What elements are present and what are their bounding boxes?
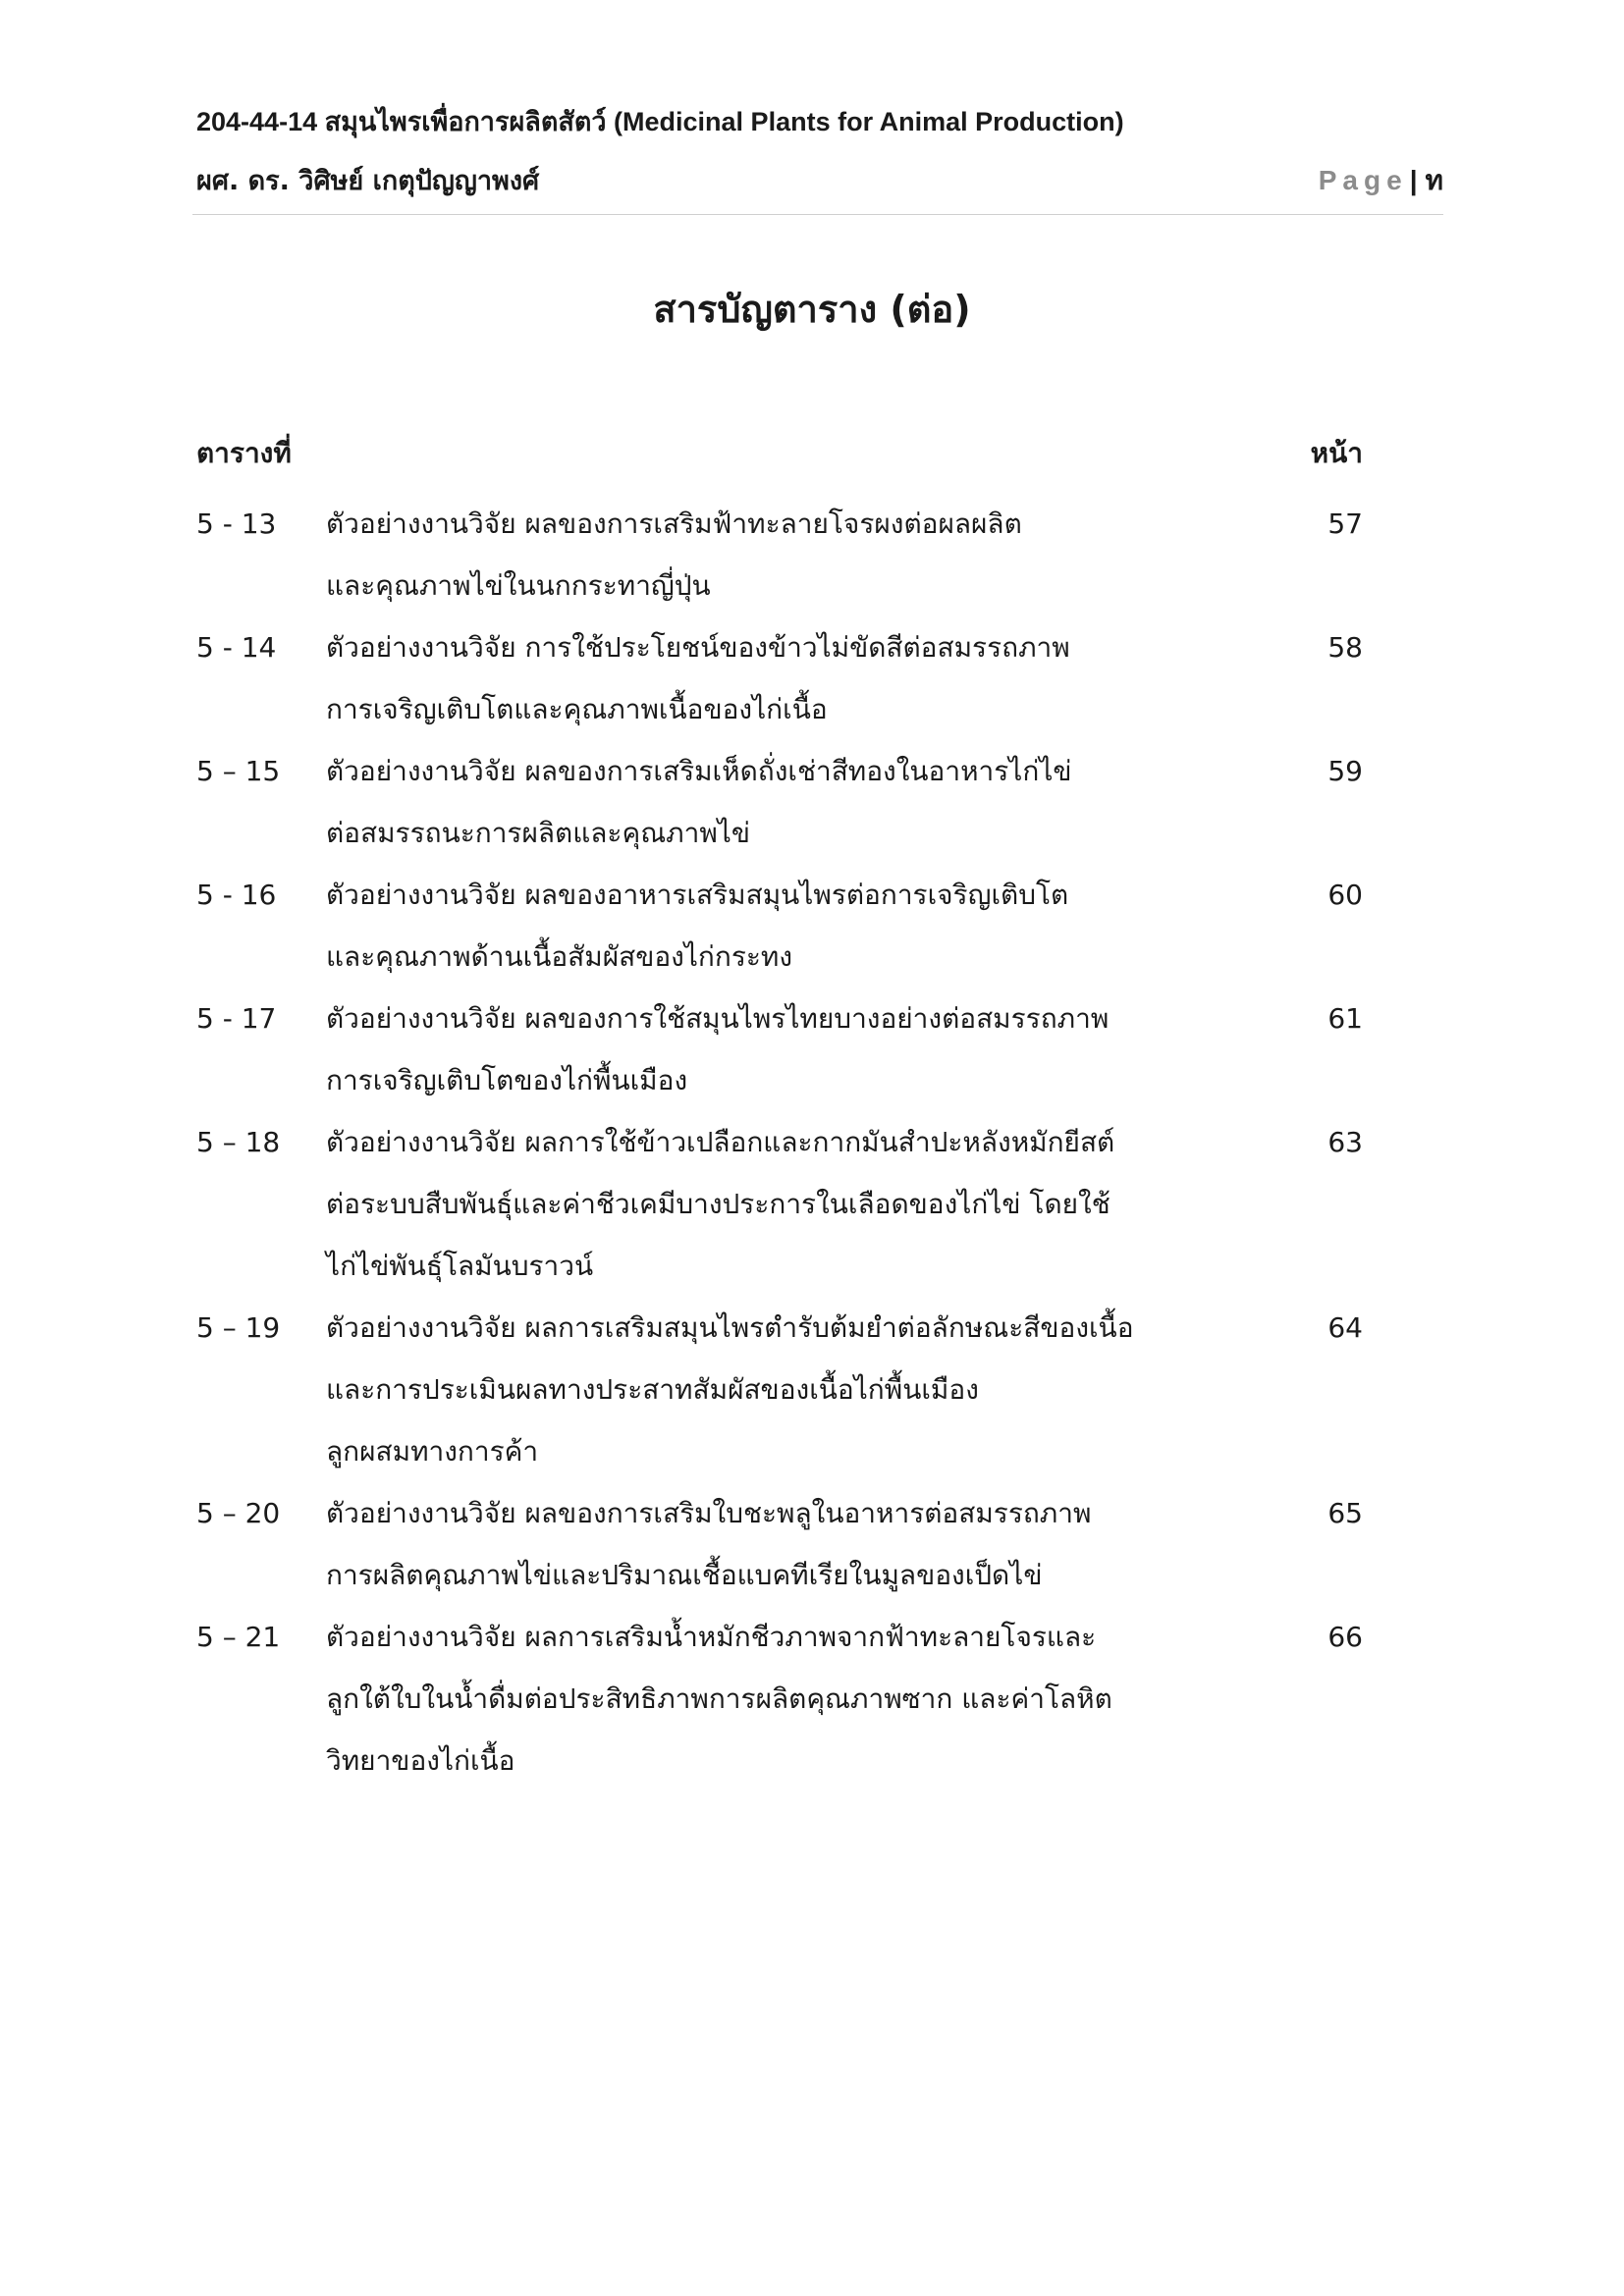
caption-line: ต่อระบบสืบพันธุ์และค่าชีวเคมีบางประการในเลือดของไก่ไข่ โดยใช้ — [326, 1188, 1110, 1220]
table-caption — [326, 740, 1274, 864]
page-header — [196, 102, 1443, 202]
toc-entry — [196, 988, 1363, 1111]
author-row — [196, 159, 1443, 202]
table-number: 5 – 20 — [196, 1497, 281, 1529]
page-separator: | — [1409, 165, 1418, 195]
caption-line: ตัวอย่างงานวิจัย ผลของอาหารเสริมสมุนไพรต่อการเจริญเติบโต — [326, 879, 1069, 911]
toc-entry — [196, 1606, 1363, 1791]
toc-entry — [196, 740, 1363, 864]
caption-line: ตัวอย่างงานวิจัย การใช้ประโยชน์ของข้าวไม่ขัดสีต่อสมรรถภาพ — [326, 631, 1070, 664]
toc-entry — [196, 1297, 1363, 1482]
page-title: สารบัญตาราง (ต่อ) — [653, 288, 971, 331]
caption-line: ตัวอย่างงานวิจัย ผลการใช้ข้าวเปลือกและกากมันสำปะหลังหมักยีสต์ — [326, 1126, 1115, 1158]
table-caption — [326, 1297, 1274, 1482]
caption-line: และคุณภาพด้านเนื้อสัมผัสของไก่กระทง — [326, 940, 793, 973]
caption-line: ตัวอย่างงานวิจัย ผลของการเสริมเห็ดถั่งเช่าสีทองในอาหารไก่ไข่ — [326, 755, 1072, 787]
caption-line: ต่อสมรรถนะการผลิตและคุณภาพไข่ — [326, 817, 751, 849]
caption-line: การผลิตคุณภาพไข่และปริมาณเชื้อแบคทีเรียในมูลของเป็ดไข่ — [326, 1559, 1043, 1591]
page-number-cell: 61 — [1327, 1002, 1363, 1035]
toc-entry — [196, 1482, 1363, 1606]
caption-line: ตัวอย่างงานวิจัย ผลการเสริมสมุนไพรตำรับต้มยำต่อลักษณะสีของเนื้อ — [326, 1311, 1134, 1344]
table-number: 5 – 15 — [196, 755, 281, 787]
table-caption — [326, 864, 1274, 988]
table-caption — [326, 1111, 1274, 1297]
caption-line: ลูกผสมทางการค้า — [326, 1435, 539, 1468]
page-number-cell: 65 — [1327, 1497, 1363, 1529]
page-number-cell: 58 — [1327, 631, 1363, 664]
caption-line: ตัวอย่างงานวิจัย ผลของการใช้สมุนไพรไทยบางอย่างต่อสมรรถภาพ — [326, 1002, 1110, 1035]
page-indicator — [1319, 159, 1443, 202]
table-number: 5 - 17 — [196, 1002, 277, 1035]
table-of-contents-list — [196, 493, 1363, 1791]
caption-line: และคุณภาพไข่ในนกกระทาญี่ปุ่น — [326, 569, 711, 602]
column-header-page: หน้า — [1310, 437, 1363, 469]
caption-line: และการประเมินผลทางประสาทสัมผัสของเนื้อไก่พื้นเมือง — [326, 1373, 979, 1406]
column-header-table-no: ตารางที่ — [196, 437, 292, 469]
table-number: 5 - 13 — [196, 507, 277, 540]
caption-line: ลูกใต้ใบในน้ำดื่มต่อประสิทธิภาพการผลิตคุณภาพซาก และค่าโลหิต — [326, 1682, 1112, 1715]
table-caption — [326, 1606, 1274, 1791]
table-number: 5 - 14 — [196, 631, 277, 664]
page-number-cell: 66 — [1327, 1621, 1363, 1653]
toc-entry — [196, 864, 1363, 988]
table-caption — [326, 616, 1274, 740]
caption-line: ตัวอย่างงานวิจัย ผลของการเสริมฟ้าทะลายโจรผงต่อผลผลิต — [326, 507, 1022, 540]
table-caption — [326, 1482, 1274, 1606]
toc-entry — [196, 493, 1363, 616]
page-number-cell: 59 — [1327, 755, 1363, 787]
table-caption — [326, 988, 1274, 1111]
page-number-cell: 57 — [1327, 507, 1363, 540]
caption-line: การเจริญเติบโตและคุณภาพเนื้อของไก่เนื้อ — [326, 693, 828, 725]
caption-line: การเจริญเติบโตของไก่พื้นเมือง — [326, 1064, 688, 1096]
caption-line: ตัวอย่างงานวิจัย ผลการเสริมน้ำหมักชีวภาพจากฟ้าทะลายโจรและ — [326, 1621, 1097, 1653]
page-word: Page — [1318, 165, 1408, 195]
table-number: 5 - 16 — [196, 879, 277, 911]
table-number: 5 – 18 — [196, 1126, 281, 1158]
table-number: 5 – 19 — [196, 1311, 281, 1344]
caption-line: ไก่ไข่พันธุ์โลมันบราวน์ — [326, 1250, 594, 1282]
author-name: ผศ. ดร. วิศิษย์ เกตุปัญญาพงศ์ — [196, 166, 540, 196]
page-number-cell: 64 — [1327, 1311, 1363, 1344]
table-number: 5 – 21 — [196, 1621, 281, 1653]
toc-entry — [196, 616, 1363, 740]
page-number-cell: 63 — [1327, 1126, 1363, 1158]
toc-entry — [196, 1111, 1363, 1297]
header-divider — [192, 214, 1443, 215]
table-caption — [326, 493, 1274, 616]
page-number-cell: 60 — [1327, 879, 1363, 911]
page-number: ท — [1425, 165, 1443, 195]
caption-line: วิทยาของไก่เนื้อ — [326, 1744, 515, 1777]
course-title: 204-44-14 สมุนไพรเพื่อการผลิตสัตว์ (Medicinal Plants for Animal Production) — [196, 107, 1124, 136]
caption-line: ตัวอย่างงานวิจัย ผลของการเสริมใบชะพลูในอาหารต่อสมรรถภาพ — [326, 1497, 1092, 1529]
